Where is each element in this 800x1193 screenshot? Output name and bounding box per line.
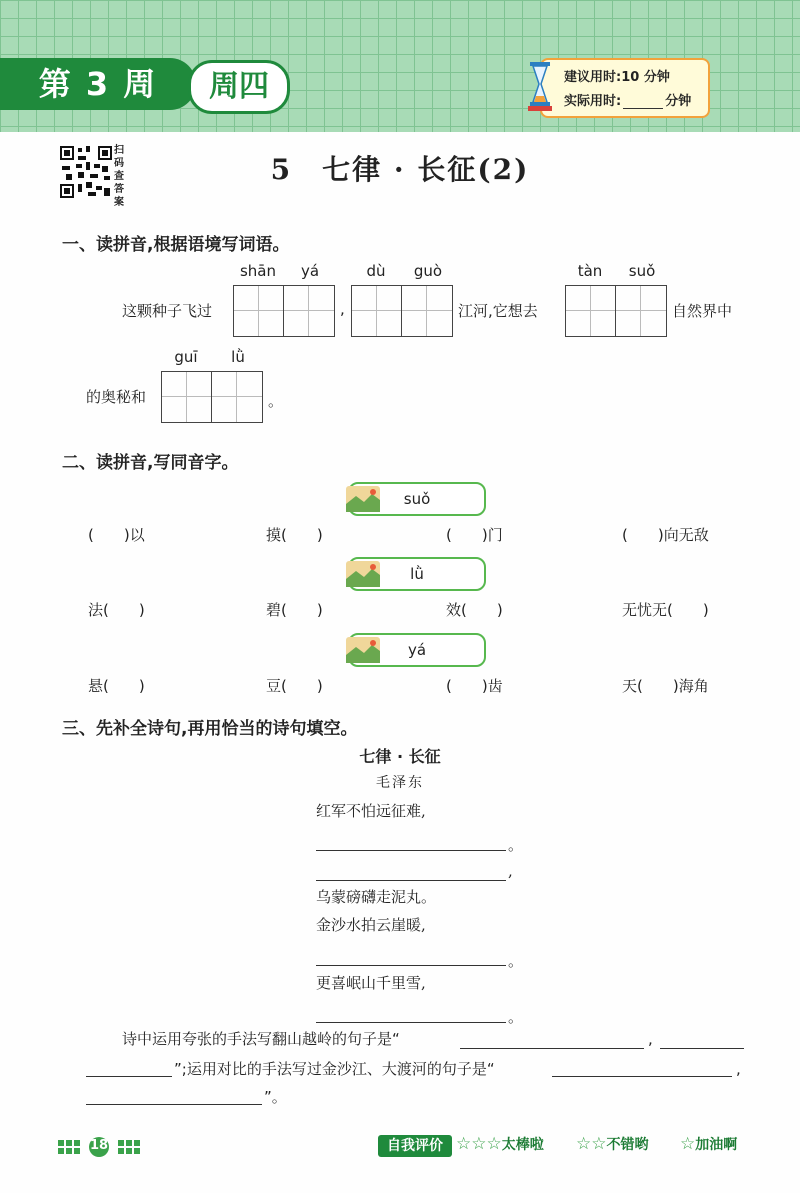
s1-text-1: 这颗种子飞过 (122, 302, 213, 320)
landscape-icon (346, 486, 380, 512)
q2-suo-2[interactable]: 摸( ) (266, 526, 323, 544)
day-tab: 周四 (188, 60, 290, 114)
poem-blank-6[interactable] (316, 965, 506, 966)
pill-label: yá (407, 641, 427, 659)
poem-punct-3: , (508, 862, 513, 880)
eval-level-3[interactable] (680, 1134, 737, 1154)
q2-ya-2[interactable]: 豆( ) (266, 677, 323, 695)
q2-lv-3[interactable]: 效( ) (446, 601, 503, 619)
question-part-2: ”;运用对比的手法写过金沙江、大渡河的句子是“ (174, 1060, 495, 1078)
answer-blank-2[interactable] (660, 1048, 744, 1049)
page-number-badge (58, 1136, 158, 1158)
landscape-icon (346, 561, 380, 587)
section1-heading: 一、读拼音,根据语境写词语。 (62, 235, 290, 255)
poem-punct-8: 。 (508, 1008, 524, 1026)
pill-label: suǒ (403, 490, 431, 508)
question-comma-1: , (648, 1030, 653, 1048)
writing-grid-duguo[interactable] (351, 285, 453, 337)
question-comma-2: , (736, 1060, 741, 1078)
pinyin-pill-ya (348, 633, 486, 667)
s1-text-2: , (340, 300, 345, 318)
eval-level-2[interactable] (576, 1134, 648, 1154)
pill-label: lǜ (410, 565, 424, 583)
writing-grid-guilv[interactable] (161, 371, 263, 423)
star-icon: ☆☆ (576, 1134, 607, 1154)
pinyin-suo: suǒ (628, 262, 656, 280)
eval-level-2-text: 不错哟 (606, 1137, 649, 1153)
eval-level-1-text: 太棒啦 (501, 1137, 544, 1153)
suggest-time: 建议用时:10 分钟 (564, 70, 670, 85)
poem-punct-2: 。 (508, 836, 524, 854)
q2-ya-3[interactable]: ( )齿 (446, 677, 503, 695)
q2-ya-1[interactable]: 悬( ) (88, 677, 145, 695)
actual-time-label: 实际用时: (564, 94, 622, 109)
star-icon: ☆ (680, 1134, 696, 1154)
s1-text-5: 的奥秘和 (86, 388, 147, 406)
pinyin-du: dù (366, 262, 386, 280)
poem-line-5: 金沙水拍云崖暖, (316, 916, 426, 934)
poem-line-4: 乌蒙磅礴走泥丸。 (316, 888, 437, 906)
landscape-icon (346, 637, 380, 663)
answer-blank-3[interactable] (552, 1076, 732, 1077)
question-part-3: ”。 (264, 1088, 287, 1106)
actual-time (564, 90, 691, 109)
lesson-title: 5 七律 · 长征(2) (270, 153, 530, 186)
s1-text-3: 江河,它想去 (458, 302, 538, 320)
poem-blank-8[interactable] (316, 1022, 506, 1023)
qr-label: 扫码查答案 (114, 145, 124, 208)
pinyin-pill-lv (348, 557, 486, 591)
question-part-1: 诗中运用夸张的手法写翻山越岭的句子是“ (122, 1030, 400, 1048)
section3-heading: 三、先补全诗句,再用恰当的诗句填空。 (62, 719, 358, 739)
poem-author: 毛泽东 (376, 775, 424, 791)
writing-grid-tansuo[interactable] (565, 285, 667, 337)
actual-time-blank[interactable] (623, 96, 663, 109)
poem-blank-3[interactable] (316, 880, 506, 881)
poem-title: 七律 · 长征 (359, 747, 441, 766)
q2-suo-4[interactable]: ( )向无敌 (622, 526, 709, 544)
pinyin-gui: guī (174, 348, 198, 366)
poem-line-1: 红军不怕远征难, (316, 802, 426, 820)
q2-lv-1[interactable]: 法( ) (88, 601, 145, 619)
eval-level-3-text: 加油啊 (695, 1137, 738, 1153)
s1-text-4: 自然界中 (672, 302, 733, 320)
pinyin-lv: lǜ (231, 348, 245, 366)
page-number: 18 (89, 1138, 109, 1153)
pinyin-tan: tàn (577, 262, 603, 280)
self-eval-label: 自我评价 (378, 1135, 452, 1157)
writing-grid-shanya[interactable] (233, 285, 335, 337)
poem-line-7: 更喜岷山千里雪, (316, 974, 426, 992)
week-tab: 第 3 周 (0, 58, 196, 110)
pinyin-guo: guò (413, 262, 443, 280)
answer-blank-4[interactable] (86, 1104, 262, 1105)
poem-punct-6: 。 (508, 952, 524, 970)
q2-suo-1[interactable]: ( )以 (88, 526, 145, 544)
hourglass-icon (528, 60, 552, 112)
pinyin-ya: yá (300, 262, 320, 280)
answer-blank-1[interactable] (460, 1048, 644, 1049)
poem-blank-2[interactable] (316, 850, 506, 851)
pinyin-shan: shān (239, 262, 277, 280)
eval-level-1[interactable] (456, 1134, 544, 1154)
q2-ya-4[interactable]: 天( )海角 (622, 677, 709, 695)
q2-lv-4[interactable]: 无忧无( ) (622, 601, 709, 619)
answer-blank-2b[interactable] (86, 1076, 172, 1077)
time-box (540, 58, 710, 118)
pinyin-pill-suo (348, 482, 486, 516)
section2-heading: 二、读拼音,写同音字。 (62, 453, 239, 473)
star-icon: ☆☆☆ (456, 1134, 502, 1154)
s1-text-6: 。 (268, 392, 284, 410)
q2-lv-2[interactable]: 碧( ) (266, 601, 323, 619)
actual-time-unit: 分钟 (665, 94, 692, 109)
q2-suo-3[interactable]: ( )门 (446, 526, 503, 544)
